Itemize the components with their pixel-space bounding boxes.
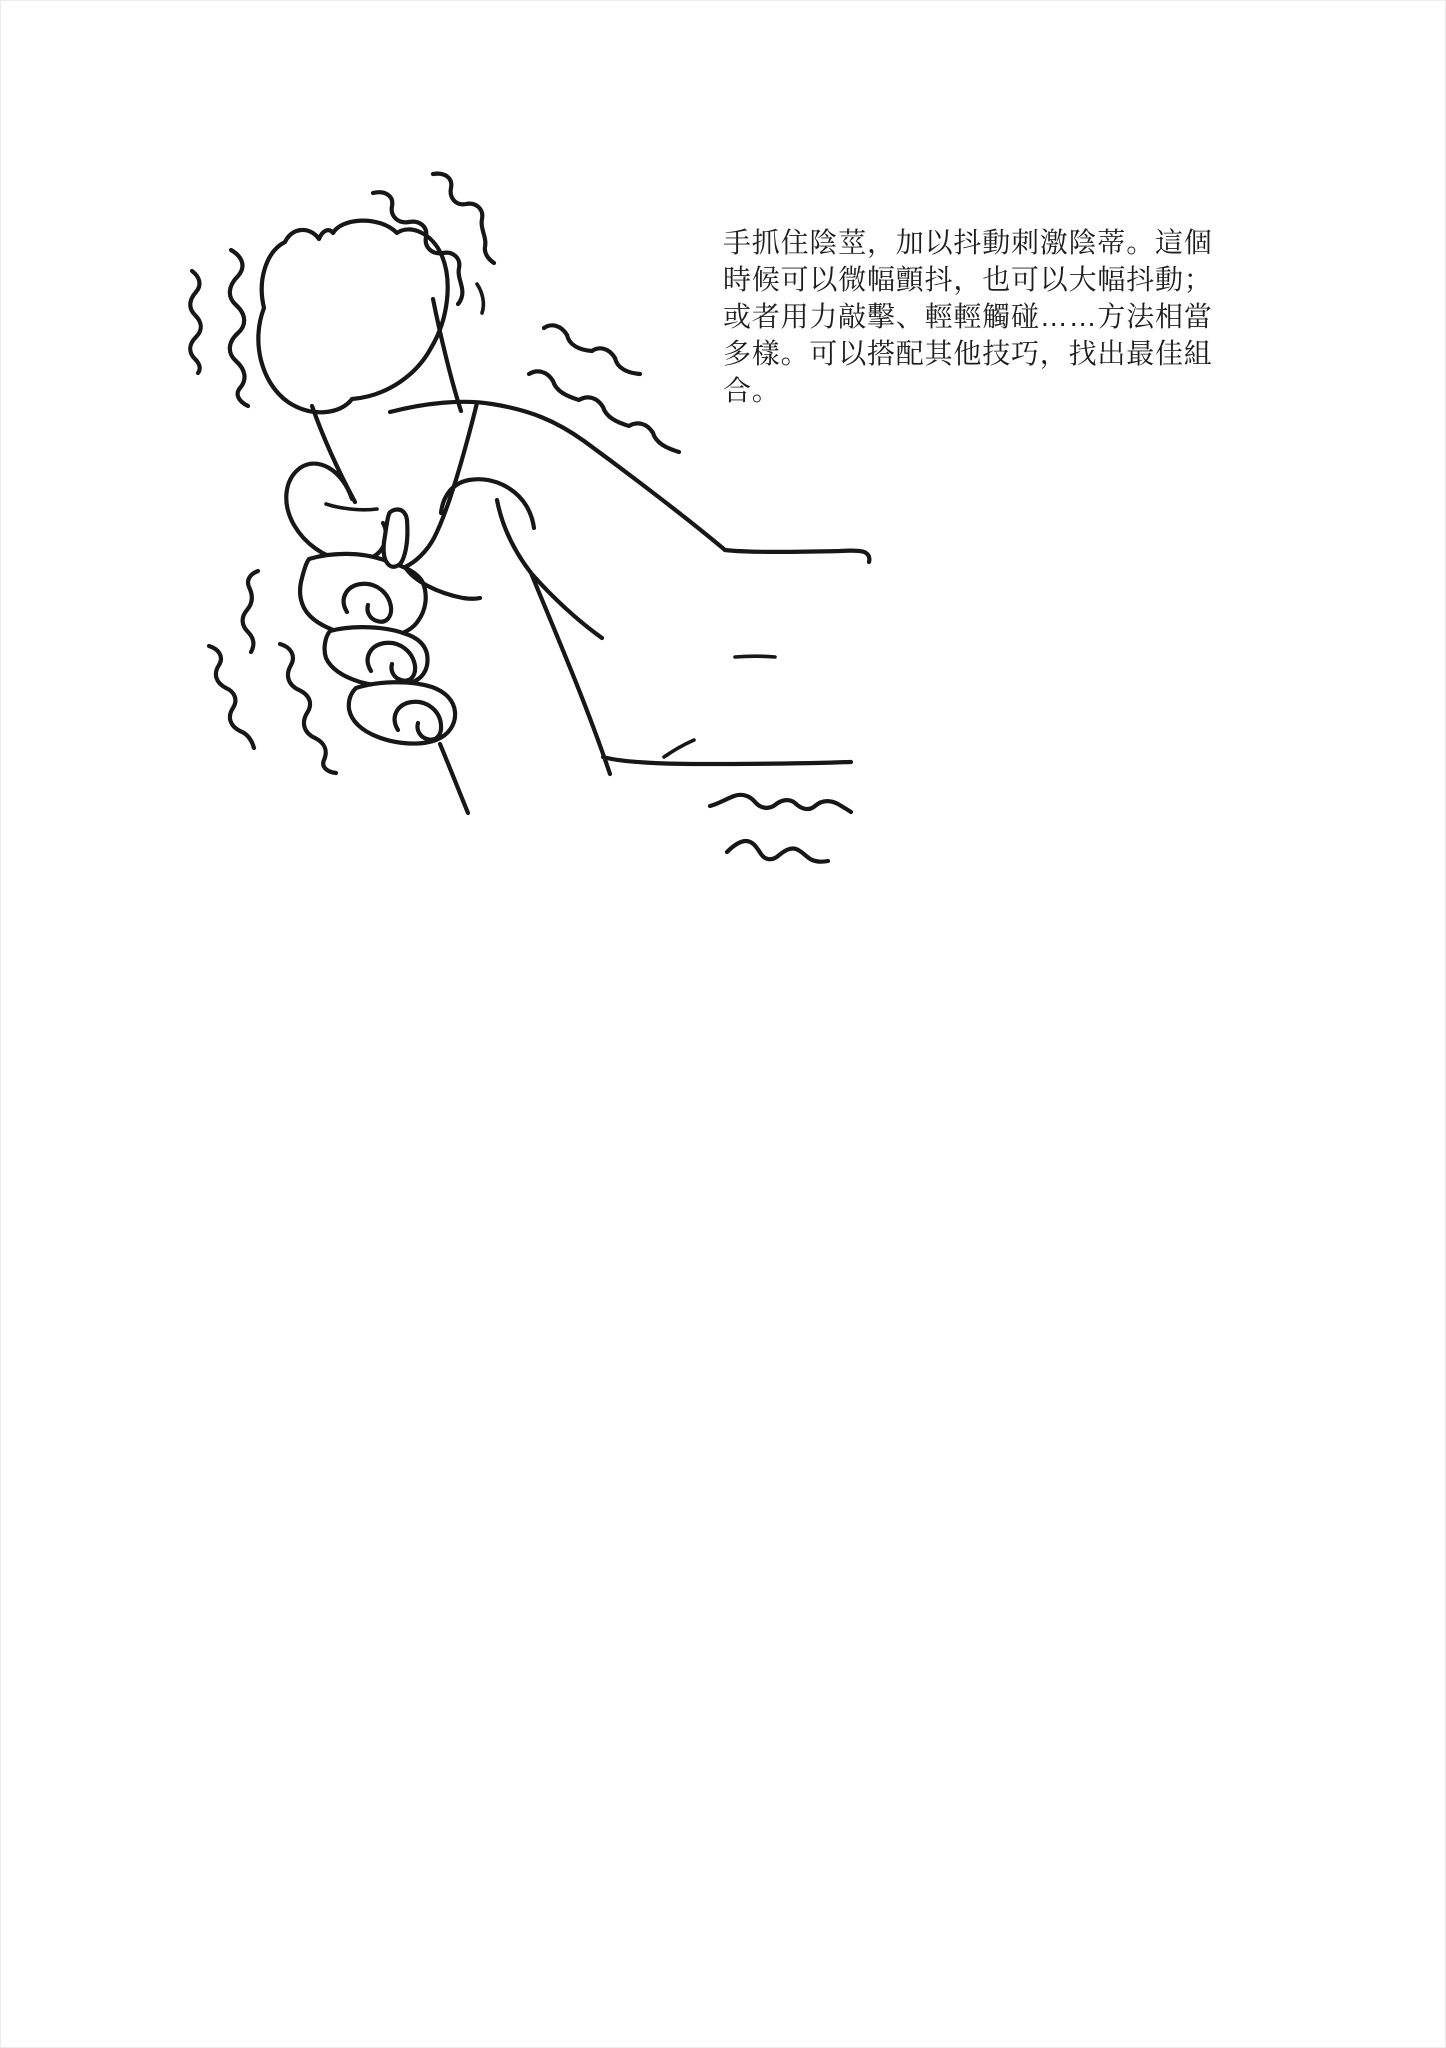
thumb-nail <box>384 509 408 566</box>
forearm-small-branch <box>664 740 694 757</box>
shaft-crease <box>477 284 483 313</box>
forearm-bottom-edge <box>603 757 851 764</box>
squiggle-bottomright-a <box>710 795 851 812</box>
squiggle-bottomright-b <box>727 841 828 862</box>
index-finger-loop <box>286 464 386 562</box>
shaft-and-glans <box>258 221 483 502</box>
glans-outline <box>258 221 447 413</box>
squiggle-left-small <box>190 271 201 373</box>
knuckle-dash <box>735 656 775 657</box>
caption-line: 或者用力敲擊、輕輕觸碰……方法相當 <box>723 301 1213 332</box>
squiggle-left-long <box>230 250 248 406</box>
caption-line: 合。 <box>723 375 781 406</box>
shaft-bottom-tip <box>440 744 468 813</box>
wrist-branch-line <box>531 573 602 638</box>
fist-fingers <box>286 403 480 813</box>
shaft-right-edge <box>433 299 461 411</box>
caption-line: 時候可以微幅顫抖，也可以大幅抖動； <box>723 264 1213 295</box>
caption-text <box>723 224 1213 409</box>
squiggle-bottomleft-small <box>243 571 258 652</box>
squiggle-right-a <box>544 325 640 374</box>
squiggle-bottomleft-a <box>209 646 254 748</box>
index-finger-crease <box>326 504 377 510</box>
wrist-line <box>497 500 610 774</box>
squiggle-topright-b <box>433 174 494 263</box>
squiggle-right-b <box>529 371 679 452</box>
caption-line: 多樣。可以搭配其他技巧，找出最佳組 <box>723 338 1213 369</box>
caption-line: 手抓住陰莖，加以抖動刺激陰蒂。這個 <box>723 227 1213 258</box>
